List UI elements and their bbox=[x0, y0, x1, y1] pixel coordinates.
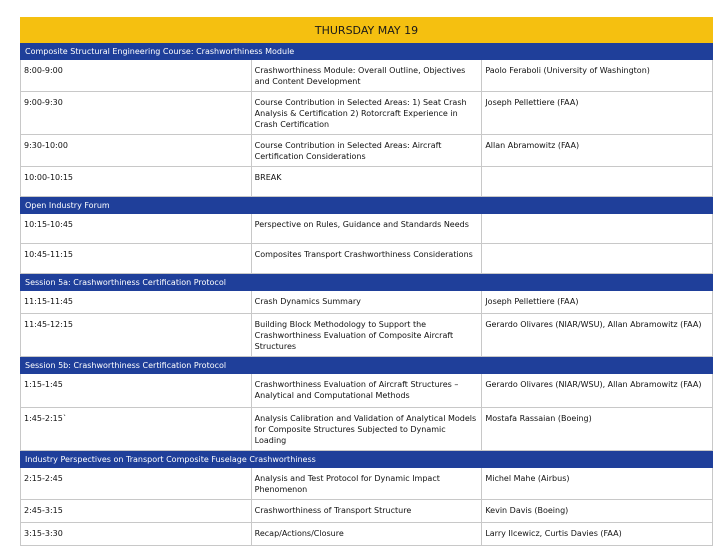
table-row bbox=[21, 135, 713, 167]
table-row bbox=[21, 500, 713, 523]
table-row bbox=[21, 291, 713, 314]
time-cell: 10:15-10:45 bbox=[21, 214, 252, 244]
section-header bbox=[21, 451, 713, 468]
time-cell: 9:00-9:30 bbox=[21, 92, 252, 135]
section-title: Industry Perspectives on Transport Composite Fuselage Crashworthiness bbox=[21, 451, 713, 468]
table-row bbox=[21, 167, 713, 197]
section-title: Session 5a: Crashworthiness Certification Protocol bbox=[21, 274, 713, 291]
time-cell: 11:45-12:15 bbox=[21, 314, 252, 357]
speaker-cell: Gerardo Olivares (NIAR/WSU), Allan Abramowitz (FAA) bbox=[482, 374, 713, 408]
speaker-cell bbox=[482, 167, 713, 197]
section-header bbox=[21, 357, 713, 374]
time-cell: 8:00-9:00 bbox=[21, 60, 252, 92]
table-row bbox=[21, 314, 713, 357]
topic-cell: Crash Dynamics Summary bbox=[251, 291, 482, 314]
table-row bbox=[21, 60, 713, 92]
speaker-cell: Joseph Pellettiere (FAA) bbox=[482, 92, 713, 135]
table-row bbox=[21, 523, 713, 546]
topic-cell: Crashworthiness Module: Overall Outline, Objectives and Content Development bbox=[251, 60, 482, 92]
section-header bbox=[21, 43, 713, 60]
topic-cell: BREAK bbox=[251, 167, 482, 197]
section-header bbox=[21, 274, 713, 291]
time-cell: 1:45-2:15` bbox=[21, 408, 252, 451]
topic-cell: Perspective on Rules, Guidance and Standards Needs bbox=[251, 214, 482, 244]
time-cell: 10:00-10:15 bbox=[21, 167, 252, 197]
time-cell: 10:45-11:15 bbox=[21, 244, 252, 274]
section-title: Open Industry Forum bbox=[21, 197, 713, 214]
speaker-cell: Mostafa Rassaian (Boeing) bbox=[482, 408, 713, 451]
speaker-cell: Kevin Davis (Boeing) bbox=[482, 500, 713, 523]
time-cell: 1:15-1:45 bbox=[21, 374, 252, 408]
topic-cell: Analysis and Test Protocol for Dynamic Impact Phenomenon bbox=[251, 468, 482, 500]
speaker-cell: Paolo Feraboli (University of Washington) bbox=[482, 60, 713, 92]
table-row bbox=[21, 214, 713, 244]
day-title: THURSDAY MAY 19 bbox=[21, 18, 713, 43]
section-title: Session 5b: Crashworthiness Certification Protocol bbox=[21, 357, 713, 374]
time-cell: 2:15-2:45 bbox=[21, 468, 252, 500]
table-row bbox=[21, 92, 713, 135]
topic-cell: Analysis Calibration and Validation of Analytical Models for Composite Structures Subjected to Dynamic Loading bbox=[251, 408, 482, 451]
section-title: Composite Structural Engineering Course: Crashworthiness Module bbox=[21, 43, 713, 60]
topic-cell: Recap/Actions/Closure bbox=[251, 523, 482, 546]
time-cell: 3:15-3:30 bbox=[21, 523, 252, 546]
agenda-table bbox=[20, 17, 713, 546]
topic-cell: Composites Transport Crashworthiness Considerations bbox=[251, 244, 482, 274]
agenda bbox=[20, 17, 713, 546]
speaker-cell bbox=[482, 214, 713, 244]
table-row bbox=[21, 408, 713, 451]
speaker-cell: Larry Ilcewicz, Curtis Davies (FAA) bbox=[482, 523, 713, 546]
speaker-cell bbox=[482, 244, 713, 274]
table-row bbox=[21, 468, 713, 500]
time-cell: 2:45-3:15 bbox=[21, 500, 252, 523]
speaker-cell: Joseph Pellettiere (FAA) bbox=[482, 291, 713, 314]
topic-cell: Course Contribution in Selected Areas: Aircraft Certification Considerations bbox=[251, 135, 482, 167]
speaker-cell: Allan Abramowitz (FAA) bbox=[482, 135, 713, 167]
section-header bbox=[21, 197, 713, 214]
table-row bbox=[21, 374, 713, 408]
speaker-cell: Michel Mahe (Airbus) bbox=[482, 468, 713, 500]
topic-cell: Building Block Methodology to Support the Crashworthiness Evaluation of Composite Aircraft Structures bbox=[251, 314, 482, 357]
title-row bbox=[21, 18, 713, 43]
topic-cell: Crashworthiness of Transport Structure bbox=[251, 500, 482, 523]
time-cell: 11:15-11:45 bbox=[21, 291, 252, 314]
table-row bbox=[21, 244, 713, 274]
topic-cell: Crashworthiness Evaluation of Aircraft Structures – Analytical and Computational Methods bbox=[251, 374, 482, 408]
topic-cell: Course Contribution in Selected Areas: 1) Seat Crash Analysis & Certification 2) Rotorcraft Experience in Crash Certification bbox=[251, 92, 482, 135]
speaker-cell: Gerardo Olivares (NIAR/WSU), Allan Abramowitz (FAA) bbox=[482, 314, 713, 357]
time-cell: 9:30-10:00 bbox=[21, 135, 252, 167]
